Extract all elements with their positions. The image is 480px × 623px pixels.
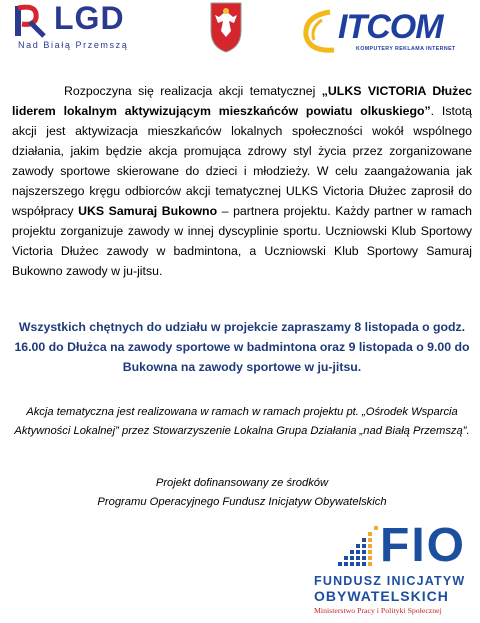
invitation-text: Wszystkich chętnych do udziału w projekcie zapraszamy 8 listopada o godz. 16.00 do Dłużca na zawody sportowe w badmintona oraz 9 listopada o 9.00 do Bukowna na zawody sportowe w ju-jitsu. bbox=[14, 320, 470, 374]
partner-name: UKS Samuraj Bukowno bbox=[78, 204, 218, 218]
lgd-letters: LGD bbox=[54, 0, 125, 36]
fio-line-3: Ministerstwo Pracy i Polityki Społecznej bbox=[314, 606, 442, 615]
lgd-logo bbox=[14, 2, 154, 52]
action-title: „ULKS VICTORIA Dłużec liderem lokalnym aktywizującym mieszkańców powiatu olkuskiego” bbox=[12, 84, 473, 118]
intro-text-1: Rozpoczyna się realizacja akcji tematycznej bbox=[64, 84, 322, 98]
fio-dots-icon bbox=[300, 520, 380, 572]
intro-text-3: – partnera projektu. Każdy partner w ramach projektu zorganizuje zawody w innej dyscyplinie sportu. Uczniowski Klub Sportowy Victoria Dłużec zawody w badmintona, a Uczniowski Klub Sportowy Samuraj Bukowno zawody w ju-jitsu. bbox=[12, 204, 472, 278]
itcom-wordmark: ITCOM bbox=[338, 8, 443, 46]
fio-logo bbox=[300, 520, 475, 620]
intro-paragraph bbox=[12, 81, 472, 281]
intro-text-2: . Istotą akcji jest aktywizacja mieszkańców lokalnych społeczności wokół wspólnego działania, jakim będzie akcja promująca zdrowy styl życia przez zorganizowane zawody sportowe skierowane do dzieci i młodzieży. W celu zaangażowania jak najszerszego kręgu odbiorców akcji tematycznej ULKS Victoria Dłużec zaprosił do współpracy bbox=[12, 104, 472, 218]
coat-of-arms-icon bbox=[209, 1, 243, 53]
itcom-logo bbox=[300, 6, 470, 56]
itcom-tagline: KOMPUTERY REKLAMA INTERNET bbox=[356, 46, 456, 52]
funding-line-1: Projekt dofinansowany ze środków bbox=[155, 477, 329, 489]
header-logos bbox=[0, 0, 480, 60]
project-info-text: Akcja tematyczna jest realizowana w ramach w ramach projektu pt. „Ośrodek Wsparcia Aktywności Lokalnej” przez Stowarzyszenie Lokalna Grupa Działania „nad Białą Przemszą”. bbox=[14, 406, 470, 437]
lgd-mark-icon bbox=[14, 2, 56, 40]
fio-wordmark: FIO bbox=[380, 519, 466, 572]
lgd-subtitle: Nad Białą Przemszą bbox=[18, 40, 129, 50]
fio-line-1: FUNDUSZ INICJATYW bbox=[314, 574, 466, 588]
fio-line-2: OBYWATELSKICH bbox=[314, 588, 449, 604]
funding-text bbox=[12, 474, 472, 512]
funding-line-2: Programu Operacyjnego Fundusz Inicjatyw Obywatelskich bbox=[97, 496, 387, 508]
